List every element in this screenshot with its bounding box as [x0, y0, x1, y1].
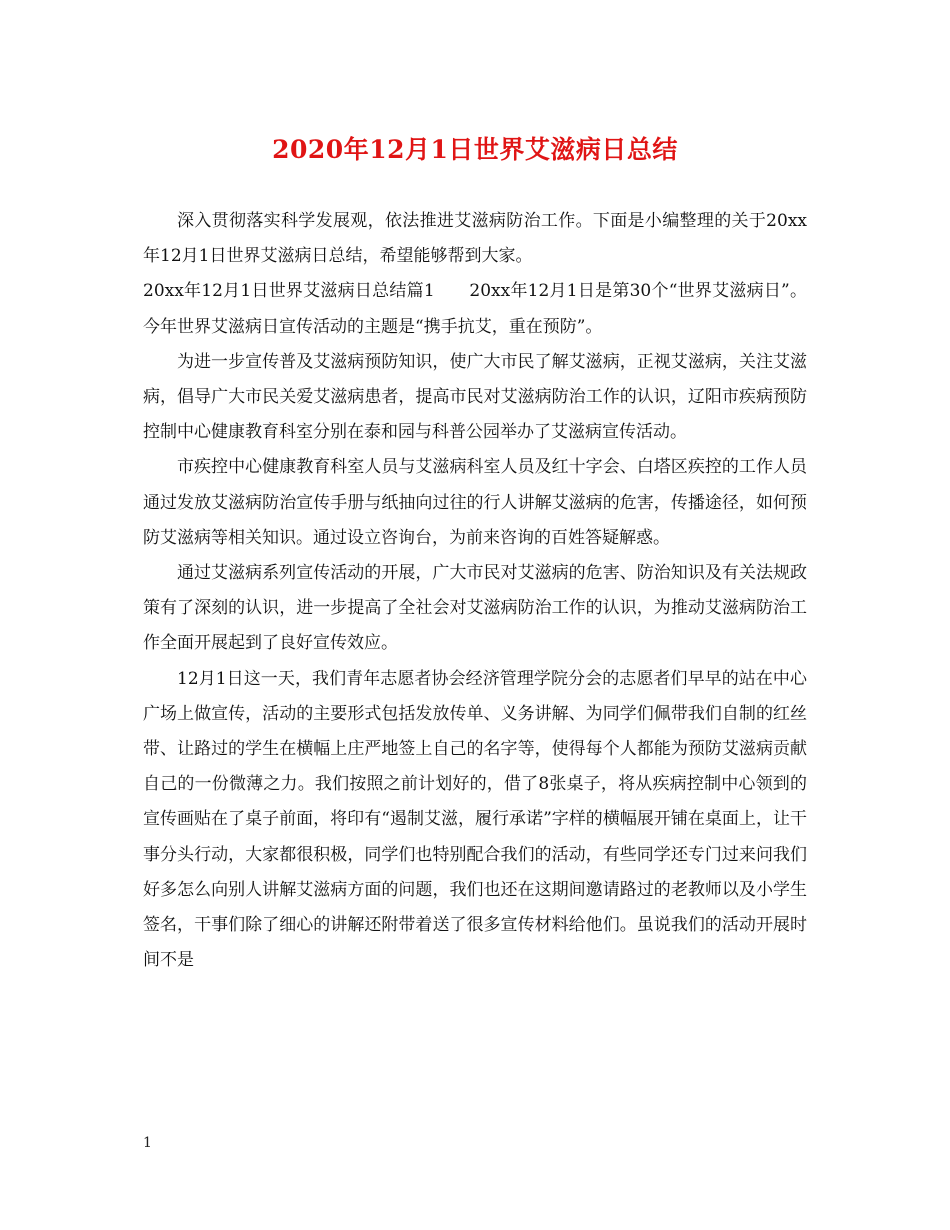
page-number: 1 — [143, 1135, 152, 1151]
document-title: 2020年12月1日世界艾滋病日总结 — [272, 135, 678, 164]
paragraph-staff-activities: 市疾控中心健康教育科室人员与艾滋病科室人员及红十字会、白塔区疾控的工作人员通过发放艾滋病防治宣传手册与纸抽向过往的行人讲解艾滋病的危害，传播途径，如何预防艾滋病等相关知识。通过设立咨询台，为前来咨询的百姓答疑解惑。 — [143, 457, 807, 548]
paragraph-volunteer-activity: 12月1日这一天，我们青年志愿者协会经济管理学院分会的志愿者们早早的站在中心广场上做宣传，活动的主要形式包括发放传单、义务讲解、为同学们佩带我们自制的红丝带、让路过的学生在横幅上庄严地签上自己的名字等，使得每个人都能为预防艾滋病贡献自己的一份微薄之力。我们按照之前计划好的，借了8张桌子，将从疾病控制中心领到的宣传画贴在了桌子前面，将印有“遏制艾滋，履行承诺”字样的横幅展开铺在桌面上，让干事分头行动，大家都很积极，同学们也特别配合我们的活动，有些同学还专门过来问我们好多怎么向别人讲解艾滋病方面的问题，我们也还在这期间邀请路过的老教师以及小学生签名，干事们除了细心的讲解还附带着送了很多宣传材料给他们。虽说我们的活动开展时间不是 — [143, 668, 807, 971]
document-body — [143, 204, 807, 978]
paragraph-campaign-results: 通过艾滋病系列宣传活动的开展，广大市民对艾滋病的危害、防治知识及有关法规政策有了深刻的认识，进一步提高了全社会对艾滋病防治工作的认识，为推动艾滋病防治工作全面开展起到了良好宣传效应。 — [143, 563, 807, 654]
paragraph-article-heading: 20xx年12月1日世界艾滋病日总结篇1 20xx年12月1日是第30个“世界艾滋病日”。今年世界艾滋病日宣传活动的主题是“携手抗艾，重在预防”。 — [143, 281, 807, 337]
paragraph-intro: 深入贯彻落实科学发展观，依法推进艾滋病防治工作。下面是小编整理的关于20xx年12月1日世界艾滋病日总结，希望能够帮到大家。 — [143, 211, 807, 267]
paragraph-campaign-purpose: 为进一步宣传普及艾滋病预防知识，使广大市民了解艾滋病，正视艾滋病，关注艾滋病，倡导广大市民关爱艾滋病患者，提高市民对艾滋病防治工作的认识，辽阳市疾病预防控制中心健康教育科室分别在泰和园与科普公园举办了艾滋病宣传活动。 — [143, 351, 807, 443]
